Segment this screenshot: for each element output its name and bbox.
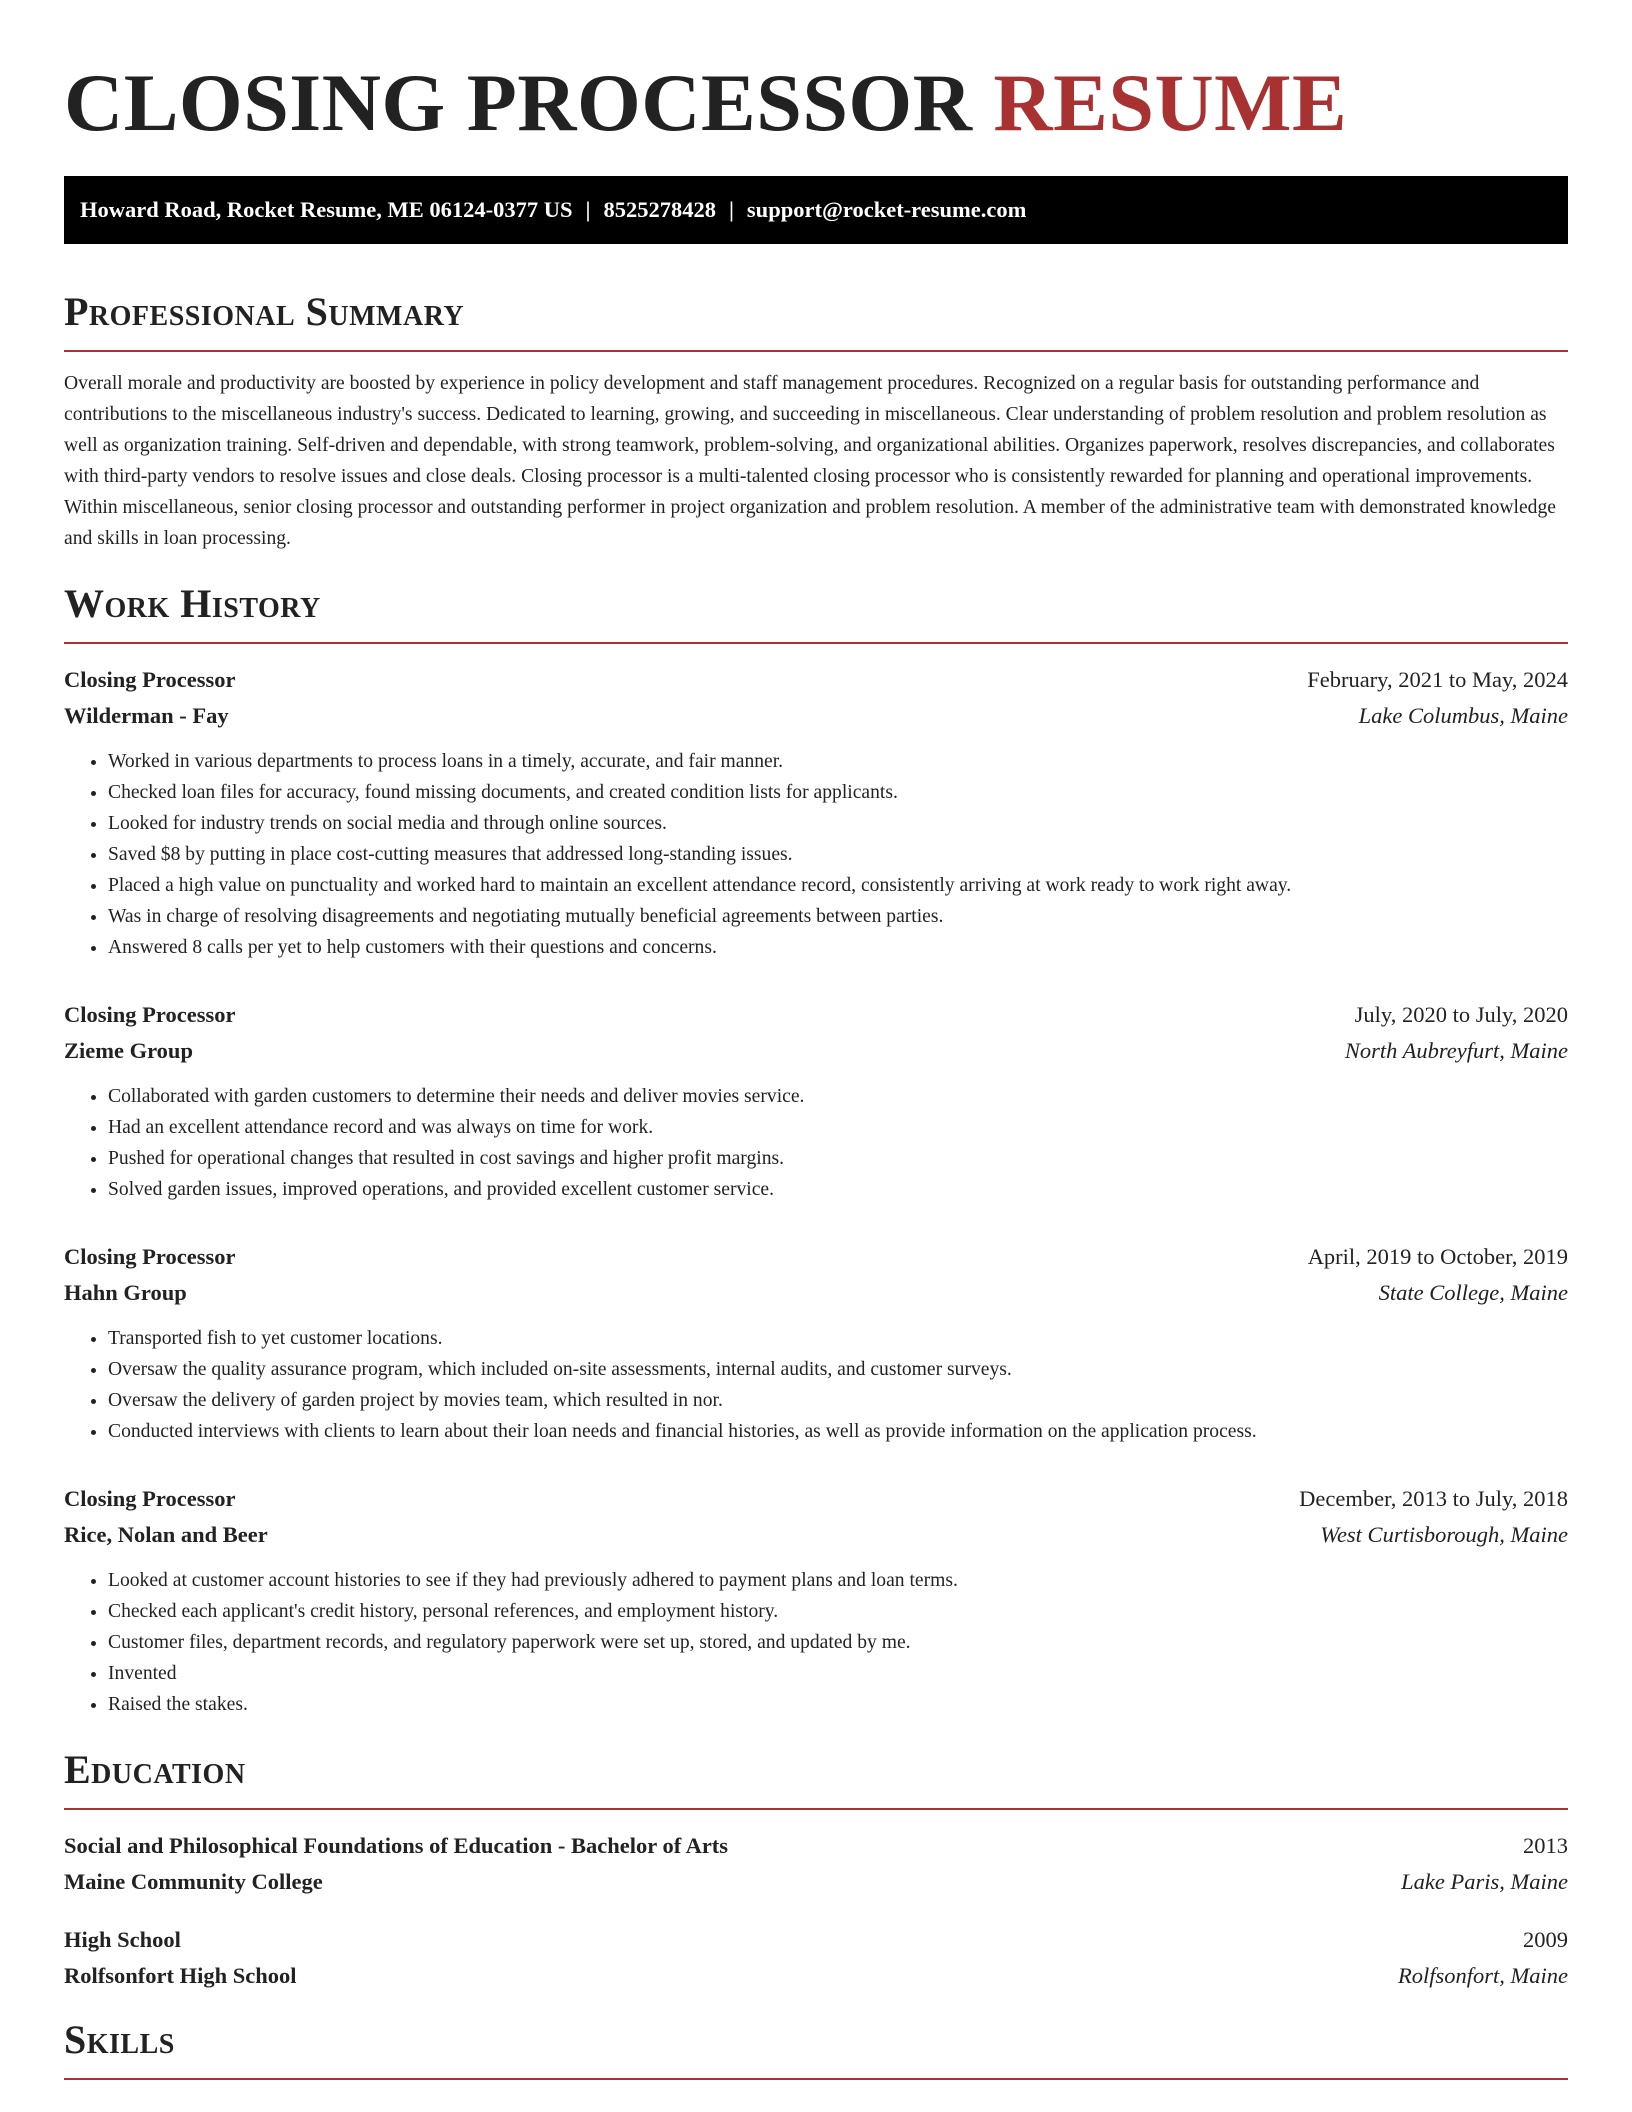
work-history-list [64,662,1568,1720]
summary-heading: Professional Summary [64,288,1568,352]
contact-email[interactable]: support@rocket-resume.com [746,197,1027,222]
summary-text: Overall morale and productivity are boosted by experience in policy development and staff management procedures. Recognized on a regular basis for outstanding performance and contributions to the miscellaneous industry's success. Dedicated to learning, growing, and succeeding in miscellaneous. Clear understanding of problem resolution and problem resolution as well as organization training. Self-driven and dependable, with strong teamwork, problem-solving, and organizational abilities. Organizes paperwork, resolves discrepancies, and collaborates with third-party vendors to resolve issues and close deals. Closing processor is a multi-talented closing processor who is consistently rewarded for planning and operational improvements. Within miscellaneous, senior closing processor and outstanding performer in project organization and problem resolution. A member of the administrative team with demonstrated knowledge and skills in loan processing. [64,373,1556,549]
job-bullet: • Looked for industry trends on social media and through online sources. [108,808,1568,839]
job-bullets [64,1323,1568,1447]
job-title: Closing Processor [64,1486,236,1511]
job-bullet: • Pushed for operational changes that resulted in cost savings and higher profit margins. [108,1143,1568,1174]
job-entry [64,662,1568,963]
job-location: Lake Columbus, Maine [1358,703,1568,728]
job-bullets [64,1081,1568,1205]
job-bullet: • Checked loan files for accuracy, found missing documents, and created condition lists for applicants. [108,777,1568,808]
job-bullet: • Saved $8 by putting in place cost-cutting measures that addressed long-standing issues. [108,839,1568,870]
job-bullets [64,1565,1568,1720]
job-company: Zieme Group [64,1038,193,1063]
resume-title [64,58,1568,148]
job-bullet: • Transported fish to yet customer locations. [108,1323,1568,1354]
job-dates: February, 2021 to May, 2024 [1307,667,1568,692]
job-bullet: • Raised the stakes. [108,1689,1568,1720]
job-bullet: • Had an excellent attendance record and was always on time for work. [108,1112,1568,1143]
job-bullet: • Was in charge of resolving disagreements and negotiating mutually beneficial agreements between parties. [108,901,1568,932]
resume-title-accent: RESUME [993,57,1348,148]
education-degree: High School [64,1927,181,1952]
job-company: Hahn Group [64,1280,187,1305]
job-entry [64,1481,1568,1720]
job-bullet: • Conducted interviews with clients to learn about their loan needs and financial histories, as well as provide information on the application process. [108,1416,1568,1447]
job-title: Closing Processor [64,1244,236,1269]
contact-separator: | [585,197,591,222]
education-entry [64,1828,1568,1900]
job-location: State College, Maine [1378,1280,1568,1305]
education-year: 2013 [1523,1833,1568,1858]
job-bullet: • Oversaw the delivery of garden project by movies team, which resulted in nor. [108,1385,1568,1416]
job-company: Wilderman - Fay [64,703,229,728]
contact-phone[interactable]: 8525278428 [603,197,716,222]
job-dates: December, 2013 to July, 2018 [1299,1486,1568,1511]
job-location: North Aubreyfurt, Maine [1344,1038,1568,1063]
job-bullets [64,746,1568,963]
job-dates: July, 2020 to July, 2020 [1354,1002,1568,1027]
job-bullet: • Invented [108,1658,1568,1689]
job-bullet: • Customer files, department records, and regulatory paperwork were set up, stored, and updated by me. [108,1627,1568,1658]
job-entry [64,1239,1568,1447]
resume-title-main: CLOSING PROCESSOR [64,57,973,148]
job-bullet: • Placed a high value on punctuality and worked hard to maintain an excellent attendance record, consistently arriving at work ready to work right away. [108,870,1568,901]
education-entry [64,1922,1568,1994]
skills-heading: Skills [64,2016,1568,2080]
contact-address: Howard Road, Rocket Resume, ME 06124-0377 US [80,197,573,222]
job-bullet: • Worked in various departments to process loans in a timely, accurate, and fair manner. [108,746,1568,777]
education-location: Rolfsonfort, Maine [1398,1963,1568,1988]
education-location: Lake Paris, Maine [1401,1869,1568,1894]
job-dates: April, 2019 to October, 2019 [1307,1244,1568,1269]
resume-page [64,0,1568,2080]
education-year: 2009 [1523,1927,1568,1952]
education-school: Maine Community College [64,1869,323,1894]
job-title: Closing Processor [64,667,236,692]
job-bullet: • Collaborated with garden customers to determine their needs and deliver movies service. [108,1081,1568,1112]
job-bullet: • Answered 8 calls per yet to help customers with their questions and concerns. [108,932,1568,963]
job-company: Rice, Nolan and Beer [64,1522,268,1547]
job-bullet: • Checked each applicant's credit history, personal references, and employment history. [108,1596,1568,1627]
education-degree: Social and Philosophical Foundations of Education - Bachelor of Arts [64,1833,729,1858]
work-history-heading: Work History [64,580,1568,644]
job-bullet: • Solved garden issues, improved operations, and provided excellent customer service. [108,1174,1568,1205]
job-title: Closing Processor [64,1002,236,1027]
job-bullet: • Oversaw the quality assurance program, which included on-site assessments, internal audits, and customer surveys. [108,1354,1568,1385]
job-entry [64,997,1568,1205]
education-heading: Education [64,1746,1568,1810]
job-bullet: • Looked at customer account histories to see if they had previously adhered to payment plans and loan terms. [108,1565,1568,1596]
job-location: West Curtisborough, Maine [1320,1522,1568,1547]
contact-separator: | [728,197,734,222]
contact-bar [64,176,1568,244]
education-school: Rolfsonfort High School [64,1963,297,1988]
